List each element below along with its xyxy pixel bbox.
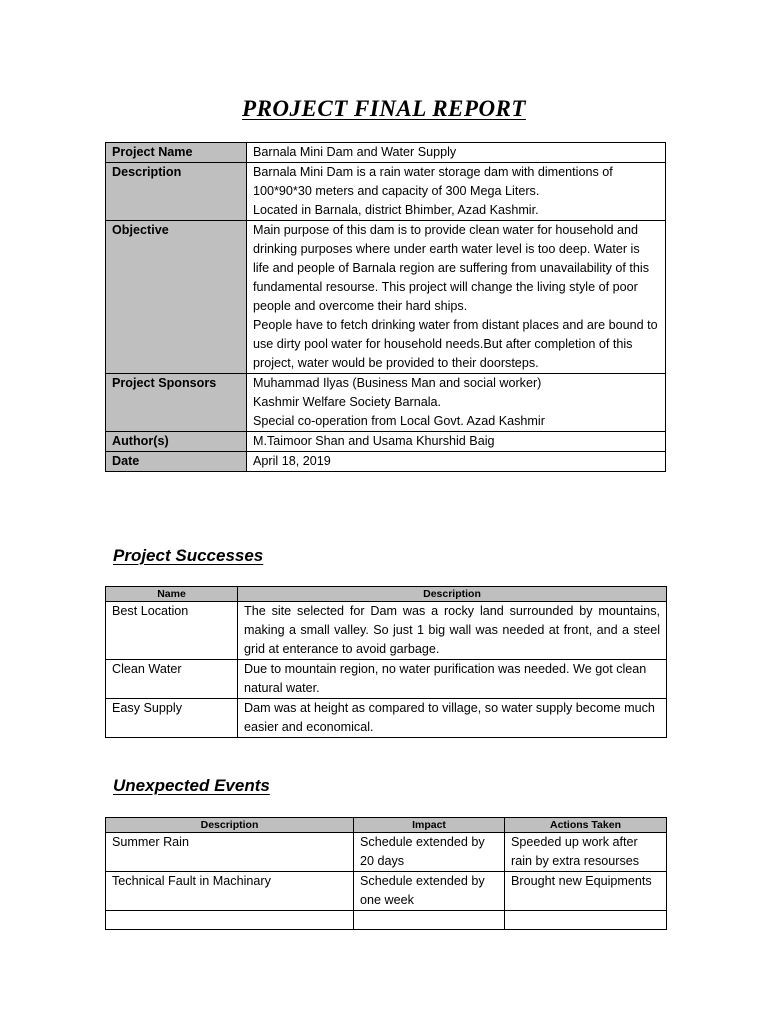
value-line: April 18, 2019 (253, 454, 331, 468)
table-cell (505, 911, 667, 930)
row-value (247, 163, 666, 221)
value-line: Kashmir Welfare Society Barnala. (253, 395, 442, 409)
row-value (247, 374, 666, 432)
row-label: Objective (106, 221, 247, 374)
column-header: Description (238, 587, 667, 602)
table-row (106, 660, 667, 699)
successes-table (105, 586, 667, 738)
column-header: Name (106, 587, 238, 602)
row-label: Date (106, 452, 247, 472)
table-row (106, 872, 667, 911)
table-cell: Easy Supply (106, 699, 238, 738)
table-cell: Best Location (106, 602, 238, 660)
table-row (106, 221, 666, 374)
table-row (106, 833, 667, 872)
value-line: Muhammad Ilyas (Business Man and social worker) (253, 376, 542, 390)
table-cell: Speeded up work after rain by extra resourses (505, 833, 667, 872)
successes-heading: Project Successes (113, 546, 264, 565)
table-row (106, 432, 666, 452)
table-cell: Due to mountain region, no water purification was needed. We got clean natural water. (238, 660, 667, 699)
table-cell: Clean Water (106, 660, 238, 699)
table-header-row (106, 818, 667, 833)
table-row (106, 163, 666, 221)
column-header: Impact (354, 818, 505, 833)
table-cell: Technical Fault in Machinary (106, 872, 354, 911)
table-cell (106, 911, 354, 930)
value-line: People have to fetch drinking water from distant places and are bound to use dirty pool water for household needs.But after completion of this project, water would be provided to their doorsteps. (253, 318, 658, 370)
table-cell: Schedule extended by 20 days (354, 833, 505, 872)
row-label: Project Name (106, 143, 247, 163)
table-row (106, 452, 666, 472)
value-line: Barnala Mini Dam and Water Supply (253, 145, 457, 159)
value-line: M.Taimoor Shan and Usama Khurshid Baig (253, 434, 495, 448)
value-line: Barnala Mini Dam is a rain water storage dam with dimentions of 100*90*30 meters and capacity of 300 Mega Liters. (253, 165, 613, 198)
row-label: Project Sponsors (106, 374, 247, 432)
table-cell: Dam was at height as compared to village, so water supply become much easier and economical. (238, 699, 667, 738)
row-value (247, 432, 666, 452)
table-row (106, 374, 666, 432)
table-row (106, 143, 666, 163)
row-value (247, 143, 666, 163)
value-line: Located in Barnala, district Bhimber, Azad Kashmir. (253, 203, 539, 217)
unexpected-events-table (105, 817, 667, 930)
row-label: Author(s) (106, 432, 247, 452)
table-cell: Summer Rain (106, 833, 354, 872)
column-header: Description (106, 818, 354, 833)
table-row (106, 602, 667, 660)
table-row (106, 699, 667, 738)
project-info-table (105, 142, 666, 472)
table-row (106, 911, 667, 930)
table-cell: Brought new Equipments (505, 872, 667, 911)
page-title: PROJECT FINAL REPORT (242, 96, 526, 121)
table-cell: Schedule extended by one week (354, 872, 505, 911)
row-label: Description (106, 163, 247, 221)
table-cell (354, 911, 505, 930)
value-line: Main purpose of this dam is to provide clean water for household and drinking purposes where under earth water level is too deep. Water is life and people of Barnala region are suffering from unavailability of this fundamental resourse. This project will change the living style of poor people and overcome their hard ships. (253, 223, 650, 313)
table-header-row (106, 587, 667, 602)
table-cell: The site selected for Dam was a rocky land surrounded by mountains, making a small valley. So just 1 big wall was needed at front, and a steel grid at enterance to avoid garbage. (238, 602, 667, 660)
value-line: Special co-operation from Local Govt. Azad Kashmir (253, 414, 545, 428)
column-header: Actions Taken (505, 818, 667, 833)
row-value (247, 452, 666, 472)
row-value (247, 221, 666, 374)
unexpected-heading: Unexpected Events (113, 776, 270, 795)
